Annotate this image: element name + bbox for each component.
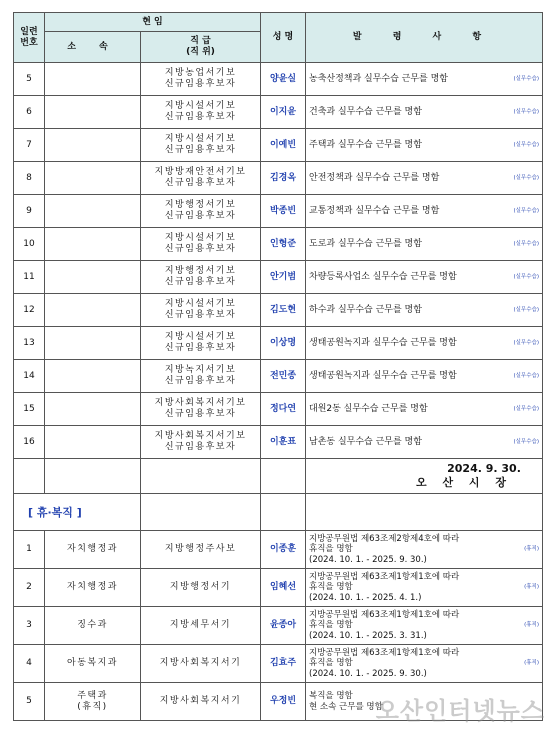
cell-no (14, 261, 45, 294)
rank-line: 신규임용후보자 (164, 442, 237, 452)
cell-note (306, 360, 543, 393)
status-tag: (휴직) (524, 584, 539, 590)
row-number: 5 (26, 696, 32, 706)
rank-line: 지방시설서기보 (164, 101, 237, 111)
person-name: 우정빈 (269, 696, 297, 706)
header-no: 일련 번호 (14, 13, 45, 63)
cell-name (261, 531, 306, 569)
announcement-line: 현 소속 근무를 명함 (309, 701, 383, 712)
announcement-line: 복직을 명함 (309, 691, 353, 701)
table-row (14, 360, 543, 393)
cell-rank (141, 96, 261, 129)
cell-no (14, 683, 45, 721)
table-row (14, 426, 543, 459)
announcement-line: 휴직을 명함 (309, 582, 353, 593)
announcement-line: 휴직을 명함 (309, 620, 353, 631)
rank-line: 신규임용후보자 (164, 409, 237, 419)
row-number: 12 (23, 304, 35, 315)
affiliation-sub: (휴직) (77, 701, 108, 712)
affiliation-text: 주택과 (77, 690, 108, 701)
cell-name (261, 129, 306, 162)
personnel-table (13, 12, 543, 721)
cell-affiliation (45, 129, 141, 162)
person-name: 안기범 (269, 271, 297, 282)
table-row (14, 607, 543, 645)
note-row (309, 338, 539, 349)
cell-affiliation (45, 228, 141, 261)
announcement-line: (2024. 10. 1. - 2025. 4. 1.) (309, 592, 422, 603)
status-tag: (실무수습) (513, 174, 539, 181)
cell-name (261, 569, 306, 607)
cell-affiliation (45, 531, 141, 569)
rank-line: 지방시설서기보 (164, 233, 237, 243)
cell-signature (306, 459, 543, 494)
announcement-line: 휴직을 명함 (309, 544, 353, 555)
cell-empty (261, 459, 306, 494)
rank-text: 지방행정주사보 (164, 544, 237, 554)
rank-line: 지방시설서기보 (164, 299, 237, 309)
status-tag: (실무수습) (513, 240, 539, 247)
cell-no (14, 607, 45, 645)
rank-line: 신규임용후보자 (164, 244, 237, 254)
cell-name (261, 261, 306, 294)
cell-rank (141, 393, 261, 426)
rank-line: 신규임용후보자 (164, 343, 237, 353)
cell-no (14, 645, 45, 683)
cell-name (261, 360, 306, 393)
cell-name (261, 228, 306, 261)
announcement-text: 주택과 실무수습 근무를 명함 (309, 139, 422, 150)
cell-note (306, 393, 543, 426)
cell-rank (141, 683, 261, 721)
cell-rank (141, 426, 261, 459)
table-row (14, 294, 543, 327)
cell-empty (261, 494, 306, 531)
person-name: 정다연 (269, 403, 297, 414)
note-row (309, 173, 539, 184)
cell-note (306, 162, 543, 195)
rank-text: 지방세무서기 (169, 620, 232, 630)
header-name: 성 명 (261, 13, 306, 63)
rank-line: 지방시설서기보 (164, 332, 237, 342)
note-lines (309, 572, 459, 604)
note-row (309, 648, 539, 680)
cell-note (306, 63, 543, 96)
cell-no (14, 63, 45, 96)
cell-note (306, 569, 543, 607)
table-row (14, 327, 543, 360)
cell-affiliation (45, 96, 141, 129)
cell-affiliation (45, 607, 141, 645)
cell-rank (141, 294, 261, 327)
cell-no (14, 531, 45, 569)
cell-note (306, 294, 543, 327)
row-number: 13 (23, 337, 35, 348)
cell-name (261, 96, 306, 129)
note-row (309, 404, 539, 415)
announcement-text: 남촌동 실무수습 근무를 명함 (309, 436, 422, 447)
person-name: 이상명 (269, 337, 297, 348)
cell-affiliation (45, 63, 141, 96)
header-current-position: 현 임 (45, 13, 261, 32)
sign-issuer: 오 산 시 장 (416, 476, 512, 489)
sign-date: 2024. 9. 30. (447, 462, 521, 475)
person-name: 이예빈 (269, 139, 297, 150)
announcement-text: 하수과 실무수습 근무를 명함 (309, 304, 422, 315)
rank-text: 지방행정서기 (169, 582, 232, 592)
table-row (14, 195, 543, 228)
cell-empty (141, 459, 261, 494)
announcement-text: 대원2동 실무수습 근무를 명함 (309, 403, 428, 414)
cell-affiliation (45, 261, 141, 294)
cell-rank (141, 261, 261, 294)
header-affiliation: 소 속 (45, 32, 141, 63)
person-name: 전민종 (269, 370, 297, 381)
person-name: 박종빈 (269, 205, 297, 216)
cell-rank (141, 63, 261, 96)
row-number: 1 (26, 544, 32, 554)
cell-note (306, 607, 543, 645)
rank-line: 신규임용후보자 (164, 112, 237, 122)
person-name: 김도현 (269, 304, 297, 315)
status-tag: (휴직) (524, 660, 539, 666)
affiliation-text: 아동복지과 (67, 658, 118, 668)
cell-note (306, 531, 543, 569)
cell-rank (141, 360, 261, 393)
status-tag: (휴직) (524, 546, 539, 552)
header-rank: 직 급 (직 위) (141, 32, 261, 63)
rank-line: 신규임용후보자 (164, 145, 237, 155)
cell-rank (141, 327, 261, 360)
cell-section (14, 494, 141, 531)
note-row (309, 107, 539, 118)
person-name: 이종훈 (269, 544, 297, 554)
announcement-text: 건축과 실무수습 근무를 명함 (309, 106, 422, 117)
note-row (309, 305, 539, 316)
row-number: 10 (23, 238, 35, 249)
table-row (14, 645, 543, 683)
cell-note (306, 195, 543, 228)
cell-no (14, 195, 45, 228)
section-title: [ 휴·복직 ] (28, 505, 82, 519)
table-row (14, 531, 543, 569)
person-name: 인형준 (269, 238, 297, 249)
row-number: 8 (26, 172, 32, 183)
rank-line: 지방농업서기보 (164, 68, 237, 78)
cell-affiliation (45, 162, 141, 195)
cell-empty (141, 494, 261, 531)
row-number: 16 (23, 436, 35, 447)
row-number: 6 (26, 106, 32, 117)
announcement-line: 지방공무원법 제63조제1항제1호에 따라 (309, 571, 460, 582)
cell-note (306, 645, 543, 683)
row-number: 4 (26, 658, 32, 668)
cell-affiliation (45, 360, 141, 393)
cell-rank (141, 228, 261, 261)
cell-rank (141, 195, 261, 228)
signature-row (14, 459, 543, 494)
cell-note (306, 96, 543, 129)
status-tag: (실무수습) (513, 405, 539, 412)
watermark: 오산인터넷뉴스 (375, 697, 545, 725)
row-number: 2 (26, 582, 32, 592)
cell-note (306, 228, 543, 261)
status-tag: (실무수습) (513, 207, 539, 214)
cell-affiliation (45, 645, 141, 683)
table-row (14, 162, 543, 195)
cell-no (14, 228, 45, 261)
rank-line: 지방사회복지서기보 (154, 398, 247, 408)
status-tag: (실무수습) (513, 108, 539, 115)
announcement-line: 휴직을 명함 (309, 658, 353, 669)
person-name: 김효주 (269, 658, 297, 668)
announcement-line: (2024. 10. 1. - 2025. 9. 30.) (309, 554, 427, 565)
table-row (14, 393, 543, 426)
cell-no (14, 393, 45, 426)
note-row (309, 437, 539, 448)
cell-rank (141, 569, 261, 607)
note-row (309, 534, 539, 566)
announcement-line: 지방공무원법 제63조제1항제1호에 따라 (309, 609, 460, 620)
row-number: 5 (26, 73, 32, 84)
note-lines (309, 610, 459, 642)
row-number: 9 (26, 205, 32, 216)
announcement-line: (2024. 10. 1. - 2025. 9. 30.) (309, 668, 427, 679)
note-row (309, 572, 539, 604)
cell-note (306, 261, 543, 294)
announcement-text: 생태공원녹지과 실무수습 근무를 명함 (309, 370, 457, 381)
status-tag: (실무수습) (513, 306, 539, 313)
cell-no (14, 294, 45, 327)
rank-line: 지방시설서기보 (164, 134, 237, 144)
row-number: 7 (26, 139, 32, 150)
status-tag: (실무수습) (513, 75, 539, 82)
row-number: 11 (23, 271, 35, 282)
announcement-line: (2024. 10. 1. - 2025. 3. 31.) (309, 630, 427, 641)
row-number: 3 (26, 620, 32, 630)
cell-no (14, 96, 45, 129)
cell-no (14, 426, 45, 459)
section-row (14, 494, 543, 531)
row-number: 15 (23, 403, 35, 414)
note-row (309, 206, 539, 217)
cell-name (261, 683, 306, 721)
note-row (309, 140, 539, 151)
cell-name (261, 195, 306, 228)
rank-line: 신규임용후보자 (164, 79, 237, 89)
cell-name (261, 294, 306, 327)
person-name: 임혜선 (269, 582, 297, 592)
cell-name (261, 162, 306, 195)
rank-line: 지방사회복지서기보 (154, 431, 247, 441)
cell-name (261, 607, 306, 645)
cell-rank (141, 645, 261, 683)
rank-line: 신규임용후보자 (164, 211, 237, 221)
status-tag: (휴직) (524, 622, 539, 628)
rank-line: 지방방재안전서기보 (154, 167, 247, 177)
cell-note (306, 327, 543, 360)
person-name: 이훈표 (269, 436, 297, 447)
announcement-line: 지방공무원법 제63조제1항제1호에 따라 (309, 647, 460, 658)
cell-affiliation (45, 327, 141, 360)
cell-name (261, 393, 306, 426)
person-name: 양윤실 (269, 73, 297, 84)
rank-line: 신규임용후보자 (164, 376, 237, 386)
status-tag: (실무수습) (513, 141, 539, 148)
announcement-text: 생태공원녹지과 실무수습 근무를 명함 (309, 337, 457, 348)
cell-rank (141, 129, 261, 162)
affiliation-text: 징수과 (77, 620, 108, 630)
cell-empty (306, 494, 543, 531)
rank-line: 지방녹지서기보 (164, 365, 237, 375)
cell-affiliation (45, 683, 141, 721)
person-name: 김경옥 (269, 172, 297, 183)
rank-line: 지방행정서기보 (164, 200, 237, 210)
announcement-text: 안전정책과 실무수습 근무를 명함 (309, 172, 440, 183)
note-row (309, 371, 539, 382)
cell-note (306, 129, 543, 162)
announcement-text: 농축산정책과 실무수습 근무를 명함 (309, 73, 448, 84)
table-row (14, 261, 543, 294)
affiliation-text: 자치행정과 (67, 544, 118, 554)
cell-name (261, 63, 306, 96)
table-row (14, 228, 543, 261)
status-tag: (실무수습) (513, 438, 539, 445)
cell-name (261, 645, 306, 683)
affiliation-text: 자치행정과 (67, 582, 118, 592)
note-row (309, 272, 539, 283)
rank-line: 신규임용후보자 (164, 310, 237, 320)
note-lines (309, 534, 459, 566)
cell-no (14, 569, 45, 607)
note-row (309, 74, 539, 85)
rank-text: 지방사회복지서기 (159, 696, 242, 706)
note-lines (309, 691, 383, 712)
rank-line: 신규임용후보자 (164, 178, 237, 188)
announcement-text: 차량등록사업소 실무수습 근무를 명함 (309, 271, 457, 282)
status-tag: (실무수습) (513, 339, 539, 346)
announcement-line: 지방공무원법 제63조제2항제4호에 따라 (309, 533, 460, 544)
table-row (14, 96, 543, 129)
row-number: 14 (23, 370, 35, 381)
note-row (309, 610, 539, 642)
cell-name (261, 327, 306, 360)
cell-empty (14, 459, 45, 494)
rank-line: 지방행정서기보 (164, 266, 237, 276)
cell-name (261, 426, 306, 459)
status-tag: (실무수습) (513, 372, 539, 379)
cell-affiliation (45, 195, 141, 228)
table-row (14, 63, 543, 96)
table-row (14, 569, 543, 607)
cell-affiliation (45, 294, 141, 327)
announcement-text: 교통정책과 실무수습 근무를 명함 (309, 205, 440, 216)
cell-empty (45, 459, 141, 494)
cell-affiliation (45, 569, 141, 607)
cell-affiliation (45, 426, 141, 459)
note-row (309, 239, 539, 250)
cell-no (14, 327, 45, 360)
header-announcement: 발 령 사 항 (306, 13, 543, 63)
note-lines (309, 648, 459, 680)
cell-no (14, 360, 45, 393)
cell-rank (141, 607, 261, 645)
person-name: 윤종아 (269, 620, 297, 630)
table-row (14, 129, 543, 162)
cell-rank (141, 531, 261, 569)
cell-affiliation (45, 393, 141, 426)
rank-line: 신규임용후보자 (164, 277, 237, 287)
person-name: 이지윤 (269, 106, 297, 117)
cell-note (306, 426, 543, 459)
cell-no (14, 129, 45, 162)
cell-rank (141, 162, 261, 195)
announcement-text: 도로과 실무수습 근무를 명함 (309, 238, 422, 249)
rank-text: 지방사회복지서기 (159, 658, 242, 668)
status-tag: (실무수습) (513, 273, 539, 280)
cell-no (14, 162, 45, 195)
